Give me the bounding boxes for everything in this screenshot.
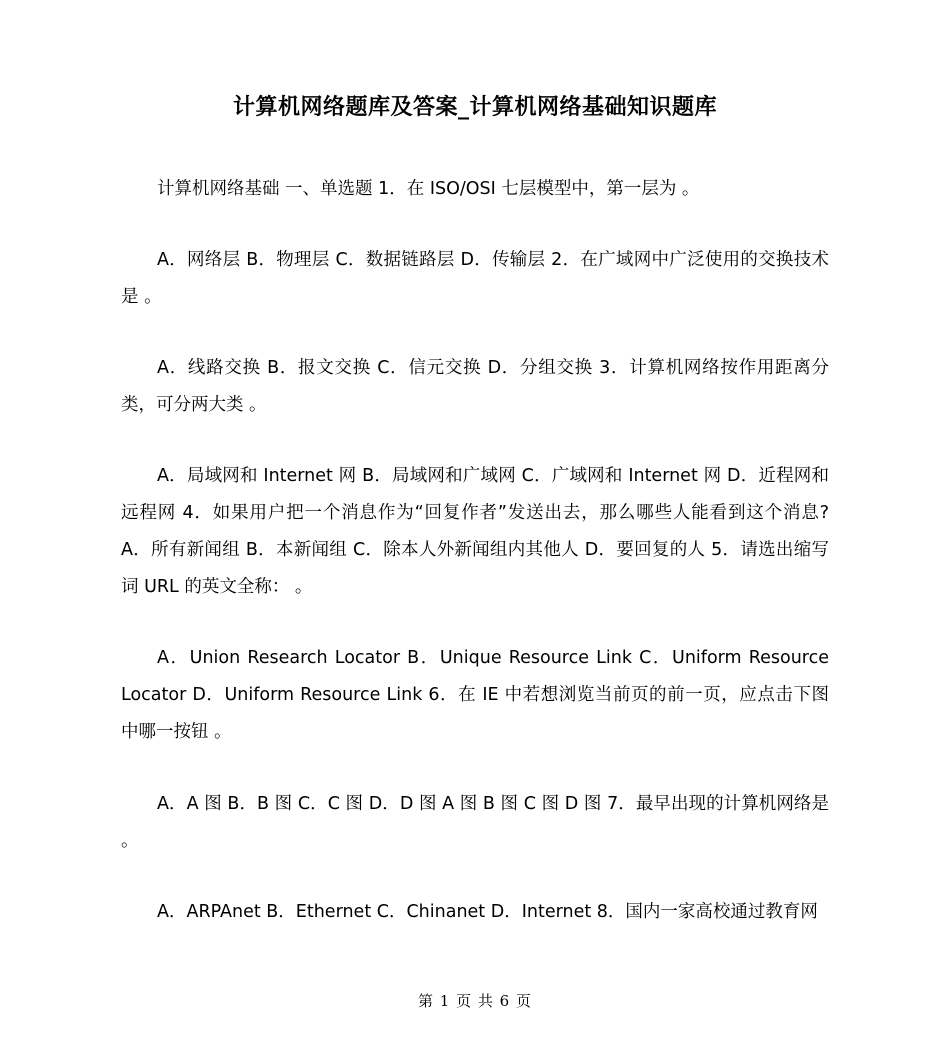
document-title: 计算机网络题库及答案_计算机网络基础知识题库	[232, 95, 717, 120]
paragraph-6: A．A 图 B．B 图 C．C 图 D．D 图 A 图 B 图 C 图 D 图 7．最早出现的计算机网络是 。	[121, 794, 829, 851]
paragraph-3: A．线路交换 B．报文交换 C．信元交换 D．分组交换 3．计算机网络按作用距离分类，可分两大类 。	[121, 358, 829, 415]
paragraph-2: A．网络层 B．物理层 C．数据链路层 D．传输层 2．在广域网中广泛使用的交换技术是 。	[121, 250, 829, 307]
paragraph-7: A．ARPAnet B．Ethernet C．Chinanet D．Internet 8．国内一家高校通过教育网	[157, 902, 818, 922]
paragraph-4: A．局域网和 Internet 网 B．局域网和广域网 C．广域网和 Internet 网 D．近程网和远程网 4．如果用户把一个消息作为“回复作者”发送出去，那么哪些人能看到这个消息? A．所有新闻组 B．本新闻组 C．除本人外新闻组内其他人 D．要回复的人 5．请选出缩写词 URL 的英文全称： 。	[121, 466, 829, 597]
page-number-footer: 第 1 页 共 6 页	[418, 992, 532, 1010]
paragraph-5: A．Union Research Locator B．Unique Resource Link C．Uniform Resource Locator D．Uniform Resource Link 6．在 IE 中若想浏览当前页的前一页，应点击下图中哪一按钮 。	[121, 648, 829, 742]
paragraph-1: 计算机网络基础 一、单选题 1．在 ISO/OSI 七层模型中，第一层为 。	[157, 179, 700, 199]
